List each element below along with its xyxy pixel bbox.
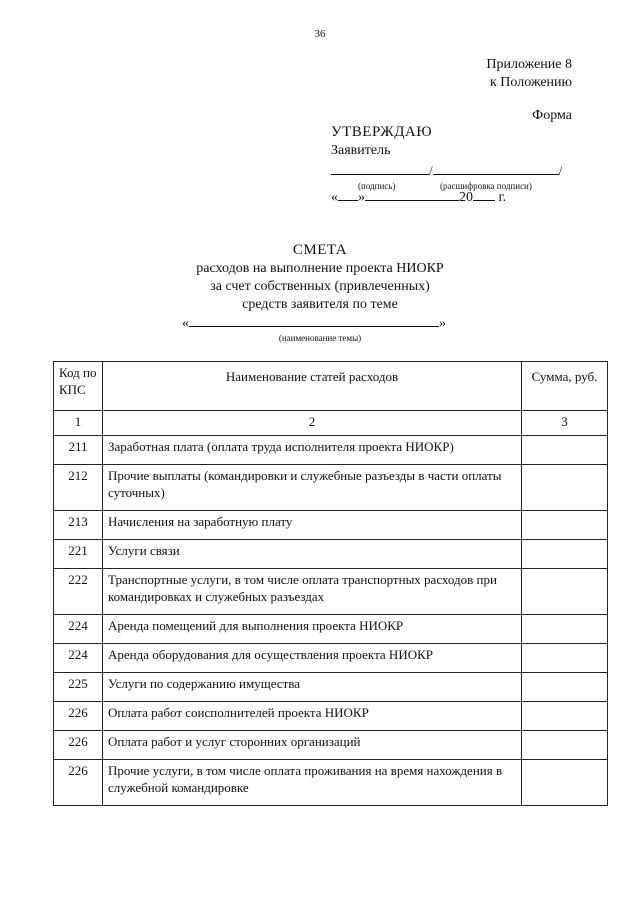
subtitle-line-3: средств заявителя по теме: [242, 297, 398, 312]
table-row: [54, 540, 608, 569]
column-number-2: 2: [103, 411, 522, 436]
approval-heading: УТВЕРЖДАЮ: [331, 124, 433, 140]
row-code: 212: [54, 465, 103, 511]
row-code: 221: [54, 540, 103, 569]
table-column-numbers-row: [54, 411, 608, 436]
row-code: 211: [54, 436, 103, 465]
year-blank: [473, 188, 495, 201]
row-expense-name: Аренда оборудования для осуществления проекта НИОКР: [103, 644, 522, 673]
estimate-table: [53, 361, 608, 806]
appendix-reference: к Положению: [489, 75, 572, 90]
row-sum[interactable]: [522, 615, 608, 644]
table-row: [54, 731, 608, 760]
table-row: [54, 465, 608, 511]
row-sum[interactable]: [522, 644, 608, 673]
subtitle-line-1: расходов на выполнение проекта НИОКР: [196, 261, 444, 276]
column-number-3: 3: [522, 411, 608, 436]
subtitle-line-2: за счет собственных (привлеченных): [210, 279, 430, 294]
year-prefix: 20: [459, 190, 473, 205]
table-row: [54, 436, 608, 465]
header-code: Код по КПС: [54, 362, 103, 411]
signature-caption: (подпись): [358, 181, 396, 191]
row-expense-name: Услуги связи: [103, 540, 522, 569]
table-row: [54, 511, 608, 540]
year-suffix: г.: [498, 190, 507, 205]
header-expense-name: Наименование статей расходов: [103, 362, 522, 411]
row-expense-name: Начисления на заработную плату: [103, 511, 522, 540]
month-blank: [365, 188, 459, 201]
row-expense-name: Транспортные услуги, в том числе оплата транспортных расходов при командировках и служебных разъездах: [103, 569, 522, 615]
row-code: 222: [54, 569, 103, 615]
row-code: 224: [54, 615, 103, 644]
row-sum[interactable]: [522, 702, 608, 731]
page-number: 36: [314, 28, 326, 40]
signature-line: / /: [331, 162, 562, 179]
topic-open-quote: «: [182, 316, 189, 331]
signature-decoding-blank: [433, 162, 559, 175]
topic-blank: [189, 314, 439, 327]
topic-line: [182, 314, 446, 332]
date-close-quote: »: [358, 190, 365, 205]
table-body: [54, 436, 608, 806]
row-expense-name: Оплата работ и услуг сторонних организаций: [103, 731, 522, 760]
row-sum[interactable]: [522, 465, 608, 511]
row-expense-name: Услуги по содержанию имущества: [103, 673, 522, 702]
row-code: 224: [54, 644, 103, 673]
appendix-number: Приложение 8: [486, 57, 572, 72]
row-code: 226: [54, 702, 103, 731]
table-row: [54, 673, 608, 702]
date-line: [331, 188, 506, 206]
applicant-label: Заявитель: [331, 143, 391, 158]
table-row: [54, 644, 608, 673]
row-sum[interactable]: [522, 540, 608, 569]
row-sum[interactable]: [522, 436, 608, 465]
row-expense-name: Прочие выплаты (командировки и служебные разъезды в части оплаты суточных): [103, 465, 522, 511]
header-sum: Сумма, руб.: [522, 362, 608, 411]
table-row: [54, 702, 608, 731]
decoding-caption: (расшифровка подписи): [440, 181, 532, 191]
row-sum[interactable]: [522, 569, 608, 615]
signature-blank: [331, 162, 429, 175]
date-open-quote: «: [331, 190, 338, 205]
document-title: СМЕТА: [292, 242, 348, 258]
row-sum[interactable]: [522, 760, 608, 806]
form-label: Форма: [532, 108, 572, 123]
row-expense-name: Оплата работ соисполнителей проекта НИОКР: [103, 702, 522, 731]
row-code: 225: [54, 673, 103, 702]
table-row: [54, 760, 608, 806]
row-sum[interactable]: [522, 511, 608, 540]
row-expense-name: Аренда помещений для выполнения проекта НИОКР: [103, 615, 522, 644]
row-expense-name: Заработная плата (оплата труда исполнителя проекта НИОКР): [103, 436, 522, 465]
row-sum[interactable]: [522, 673, 608, 702]
column-number-1: 1: [54, 411, 103, 436]
row-code: 213: [54, 511, 103, 540]
topic-close-quote: »: [439, 316, 446, 331]
row-code: 226: [54, 731, 103, 760]
row-sum[interactable]: [522, 731, 608, 760]
table-header-row: [54, 362, 608, 411]
row-code: 226: [54, 760, 103, 806]
topic-caption: (наименование темы): [278, 333, 362, 343]
table-row: [54, 615, 608, 644]
row-expense-name: Прочие услуги, в том числе оплата проживания на время нахождения в служебной командировке: [103, 760, 522, 806]
table-row: [54, 569, 608, 615]
day-blank: [338, 188, 358, 201]
